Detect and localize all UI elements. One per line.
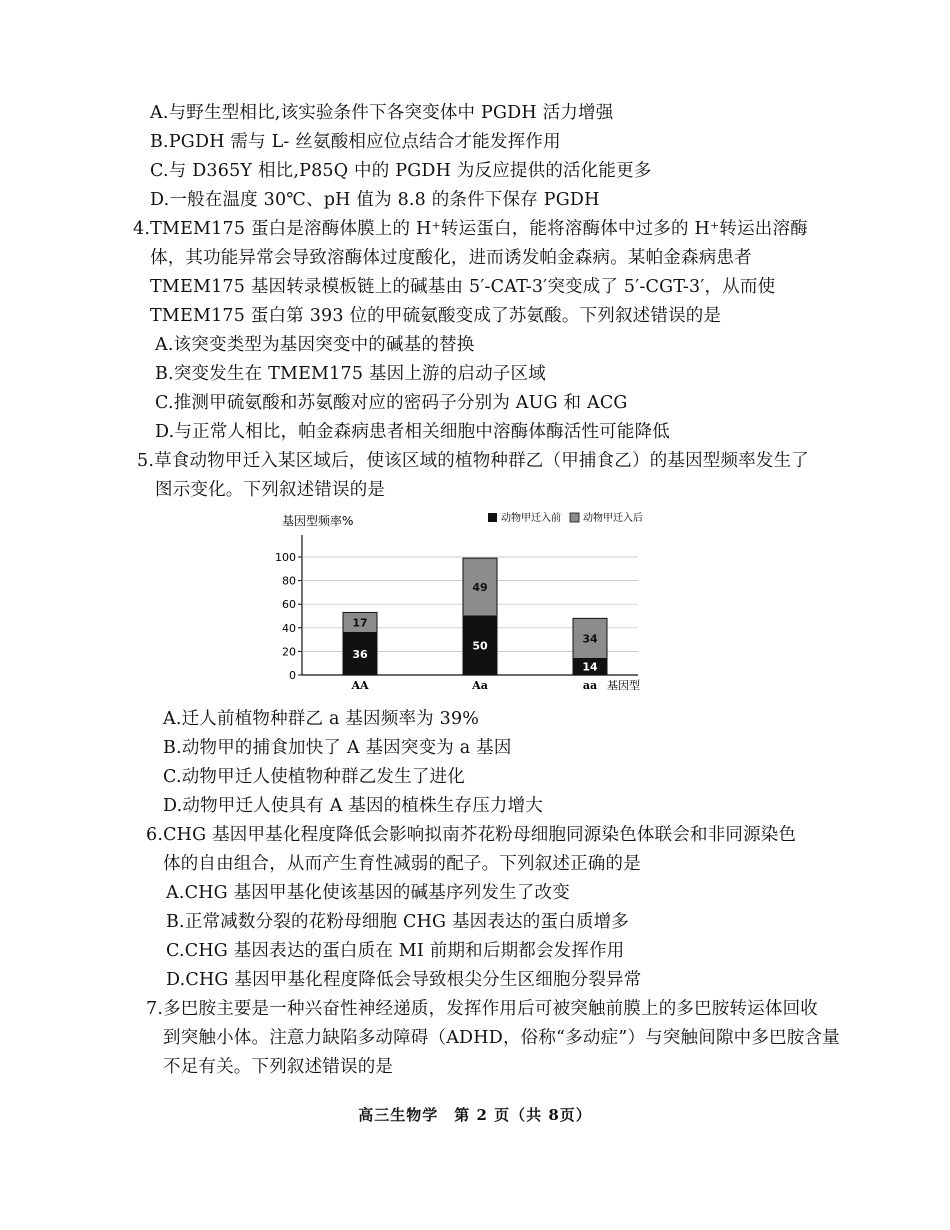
q4-stem-line: TMEM175 基因转录模板链上的碱基由 5′-CAT-3′突变成了 5′-CGT-3′，从而使 [150,277,776,297]
q6-stem-line: 6.CHG 基因甲基化程度降低会影响拟南芥花粉母细胞同源染色体联会和非同源染色 [146,825,797,845]
x-tick-label: aa [582,679,598,692]
genotype-frequency-chart [270,505,670,700]
q3-option-a: A.与野生型相比,该实验条件下各突变体中 PGDH 活力增强 [150,103,614,123]
q5-option-d: D.动物甲迁人使具有 A 基因的植株生存压力增大 [163,796,544,816]
x-axis-label: 基因型 [607,679,640,692]
q6-option-c: C.CHG 基因表达的蛋白质在 MI 前期和后期都会发挥作用 [166,941,625,961]
x-tick-label: Aa [472,679,488,692]
bar-value-label: 14 [582,660,598,674]
q3-option-d: D.一般在温度 30℃、pH 值为 8.8 的条件下保存 PGDH [150,190,600,210]
x-tick-label: AA [351,679,369,692]
q5-option-c: C.动物甲迁人使植物种群乙发生了进化 [163,767,465,787]
y-tick-label: 80 [282,574,296,588]
y-tick-label: 40 [282,621,296,635]
legend-swatch-after [570,513,579,522]
bar-value-label: 49 [472,581,488,595]
q6-option-d: D.CHG 基因甲基化程度降低会导致根尖分生区细胞分裂异常 [166,970,642,990]
q7-stem-line: 到突触小体。注意力缺陷多动障碍（ADHD，俗称“多动症”）与突触间隙中多巴胺含量 [163,1028,840,1048]
q4-option-a: A.该突变类型为基因突变中的碱基的替换 [155,335,475,355]
q4-stem-line: 4.TMEM175 蛋白是溶酶体膜上的 H⁺转运蛋白，能将溶酶体中过多的 H⁺转运出溶酶 [133,219,808,239]
legend-swatch-before [488,513,497,522]
q6-stem-line: 体的自由组合，从而产生育性减弱的配子。下列叙述正确的是 [163,854,641,874]
q7-stem-line: 7.多巴胺主要是一种兴奋性神经递质，发挥作用后可被突触前膜上的多巴胺转运体回收 [146,999,818,1019]
bar-value-label: 17 [352,616,368,630]
q3-option-b: B.PGDH 需与 L- 丝氨酸相应位点结合才能发挥作用 [150,132,561,152]
bar-value-label: 50 [472,639,488,653]
q5-stem-line: 5.草食动物甲迁入某区域后，使该区域的植物种群乙（甲捕食乙）的基因型频率发生了 [137,451,809,471]
y-tick-label: 0 [289,669,296,682]
q4-option-c: C.推测甲硫氨酸和苏氨酸对应的密码子分别为 AUG 和 ACG [155,393,628,413]
q3-option-c: C.与 D365Y 相比,P85Q 中的 PGDH 为反应提供的活化能更多 [150,161,652,181]
q4-option-b: B.突变发生在 TMEM175 基因上游的启动子区域 [155,364,546,384]
q6-option-a: A.CHG 基因甲基化使该基因的碱基序列发生了改变 [166,883,570,903]
bar-value-label: 34 [582,632,598,646]
bar-value-label: 36 [352,647,368,661]
legend-label-before: 动物甲迁入前 [501,513,561,524]
q7-stem-line: 不足有关。下列叙述错误的是 [163,1057,394,1077]
q5-stem-line: 图示变化。下列叙述错误的是 [155,480,386,500]
q6-option-b: B.正常减数分裂的花粉母细胞 CHG 基因表达的蛋白质增多 [166,912,629,932]
y-tick-label: 60 [282,598,296,612]
q4-stem-line: TMEM175 蛋白第 393 位的甲硫氨酸变成了苏氨酸。下列叙述错误的是 [150,306,722,326]
y-tick-label: 20 [282,645,296,659]
chart-svg [270,505,670,700]
y-axis-label: 基因型频率% [282,514,354,528]
q5-option-b: B.动物甲的捕食加快了 A 基因突变为 a 基因 [163,738,512,758]
q4-option-d: D.与正常人相比，帕金森病患者相关细胞中溶酶体酶活性可能降低 [155,422,670,442]
y-tick-label: 100 [275,551,296,564]
q4-stem-line: 体，其功能异常会导致溶酶体过度酸化，进而诱发帕金森病。某帕金森病患者 [150,248,752,268]
q5-option-a: A.迁人前植物种群乙 a 基因频率为 39% [163,709,480,729]
page-footer: 高三生物学 第 2 页（共 8页） [358,1106,592,1124]
legend-label-after: 动物甲迁入后 [583,513,643,524]
